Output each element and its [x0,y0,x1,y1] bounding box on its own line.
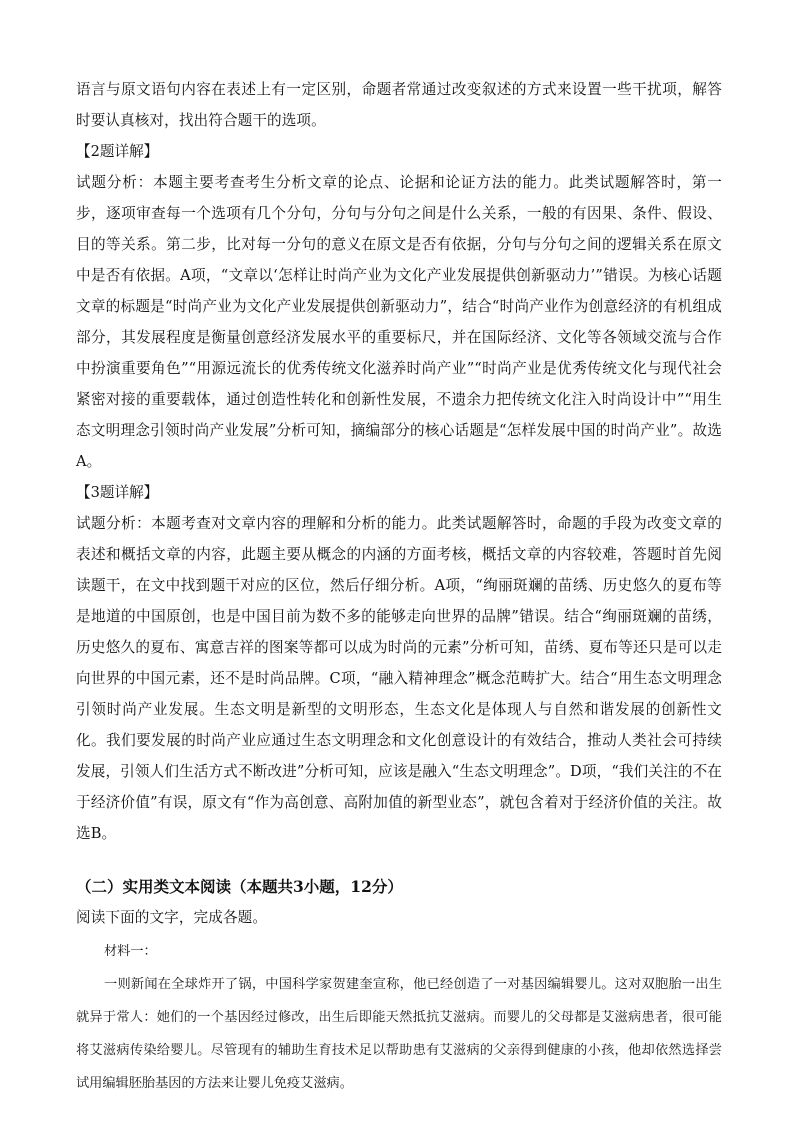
material-body: 一则新闻在全球炸开了锅，中国科学家贺建奎宣称，他已经创造了一对基因编辑婴儿。这对双胞胎一出生就异于常人：她们的一个基因经过修改，出生后即能天然抵抗艾滋病。而婴儿的父母都是艾滋病患者，很可能将艾滋病传染给婴儿。尽管现有的辅助生育技术足以帮助患有艾滋病的父亲得到健康的小孩，他却依然选择尝试用编辑胚胎基因的方法来让婴儿免疫艾滋病。 [76,977,722,1091]
material-label: 材料一： [104,944,157,959]
q3-heading: 【3题详解】 [76,484,159,501]
section-instruction: 阅读下面的文字，完成各题。 [76,909,268,926]
intro-paragraph: 语言与原文语句内容在表述上有一定区别，命题者常通过改变叙述的方式来设置一些干扰项，解答时要认真核对，找出符合题干的选项。 [76,81,722,129]
document-page [76,74,722,1100]
q2-analysis: 试题分析：本题主要考查考生分析文章的论点、论据和论证方法的能力。此类试题解答时，第一步，逐项审查每一个选项有几个分句，分句与分句之间是什么关系，一般的有因果、条件、假设、目的等关系。第二步，比对每一分句的意义在原文是否有依据，分句与分句之间的逻辑关系在原文中是否有依据。A项，“文章以‘怎样让时尚产业为文化产业发展提供创新驱动力’”错误。为核心话题文章的标题是“时尚产业为文化产业发展提供创新驱动力”，结合“时尚产业作为创意经济的有机组成部分，其发展程度是衡量创意经济发展水平的重要标尺，并在国际经济、文化等各领域交流与合作中扮演重要角色”“用源远流长的优秀传统文化滋养时尚产业”“时尚产业是优秀传统文化与现代社会紧密对接的重要载体，通过创造性转化和创新性发展，不遗余力把传统文化注入时尚设计中”“用生态文明理念引领时尚产业发展”分析可知，摘编部分的核心话题是“怎样发展中国的时尚产业”。故选A。 [76,174,722,470]
q3-analysis: 试题分析：本题考查对文章内容的理解和分析的能力。此类试题解答时，命题的手段为改变文章的表述和概括文章的内容，此题主要从概念的内涵的方面考核，概括文章的内容较难，答题时首先阅读题干，在文中找到题干对应的区位，然后仔细分析。A项，“绚丽斑斓的苗绣、历史悠久的夏布等是地道的中国原创，也是中国目前为数不多的能够走向世界的品牌”错误。结合“绚丽斑斓的苗绣，历史悠久的夏布、寓意吉祥的图案等都可以成为时尚的元素”分析可知，苗绣、夏布等还只是可以走向世界的中国元素，还不是时尚品牌。C项，“融入精神理念”概念范畴扩大。结合“用生态文明理念引领时尚产业发展。生态文明是新型的文明形态，生态文化是体现人与自然和谐发展的创新性文化。我们要发展的时尚产业应通过生态文明理念和文化创意设计的有效结合，推动人类社会可持续发展，引领人们生活方式不断改进”分析可知，应该是融入“生态文明理念”。D项，“我们关注的不在于经济价值”有误，原文有“作为高创意、高附加值的新型业态”，就包含着对于经济价值的关注。故选B。 [76,515,722,842]
q2-heading: 【2题详解】 [76,143,159,160]
section-title: （二）实用类文本阅读（本题共3小题，12分） [76,877,403,896]
